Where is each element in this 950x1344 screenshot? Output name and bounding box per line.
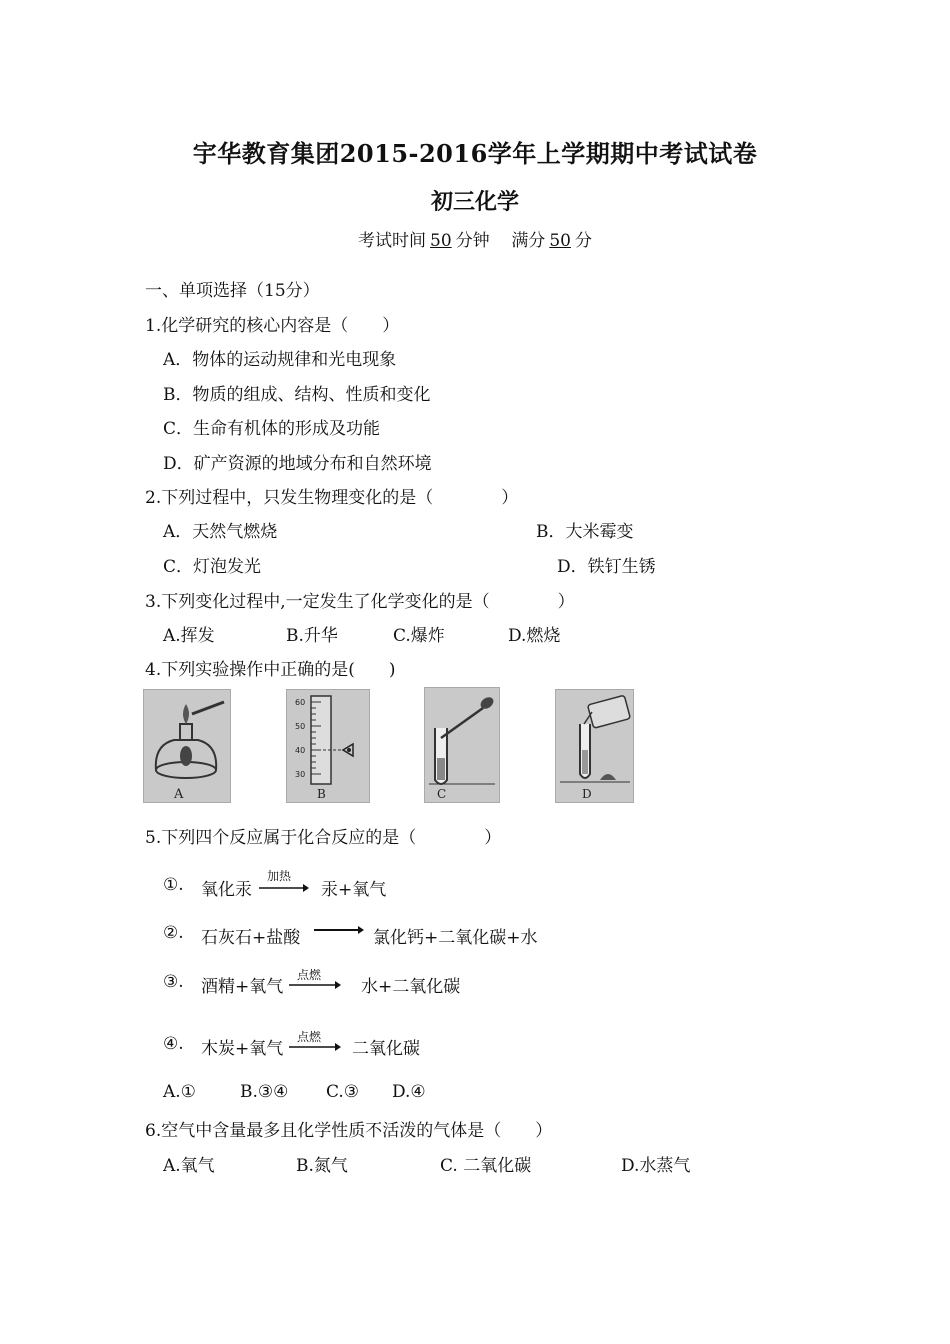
exam-title: 宇华教育集团2015-2016学年上学期期中考试试卷 xyxy=(192,139,758,168)
reaction-3-left: 酒精+氧气 xyxy=(201,977,284,997)
q2-option-c[interactable]: C．灯泡发光 xyxy=(163,557,262,577)
q1-option-d[interactable]: D．矿产资源的地域分布和自然环境 xyxy=(163,454,432,474)
q1-option-b[interactable]: B．物质的组成、结构、性质和变化 xyxy=(163,385,431,405)
reaction-3-condition: 点燃 xyxy=(297,968,322,982)
figure-b-cylinder-reading[interactable] xyxy=(286,689,370,803)
reaction-1-right: 汞+氧气 xyxy=(321,880,387,900)
reaction-4-left: 木炭+氧气 xyxy=(201,1039,284,1059)
figure-d-pouring[interactable] xyxy=(555,689,634,803)
q1-option-c[interactable]: C．生命有机体的形成及功能 xyxy=(163,419,381,439)
reaction-3-num: ③. xyxy=(163,972,184,992)
question-4-stem: 4.下列实验操作中正确的是( ) xyxy=(145,660,396,680)
subject-title: 初三化学 xyxy=(430,189,519,215)
q5-option-b[interactable]: B.③④ xyxy=(240,1082,289,1102)
reaction-3-arrow xyxy=(289,980,341,990)
reaction-1-arrow xyxy=(259,883,309,893)
q5-option-a[interactable]: A.① xyxy=(163,1082,196,1102)
reaction-4-num: ④. xyxy=(163,1034,184,1054)
reaction-4-right: 二氧化碳 xyxy=(352,1039,420,1059)
q2-option-b[interactable]: B．大米霉变 xyxy=(536,522,634,542)
q6-option-a[interactable]: A.氧气 xyxy=(163,1156,215,1176)
figure-d-label: D xyxy=(582,787,592,801)
reaction-3-right: 水+二氧化碳 xyxy=(361,977,461,997)
q5-option-d[interactable]: D.④ xyxy=(392,1082,426,1102)
scale-60: 60 xyxy=(295,698,306,707)
question-6-stem: 6.空气中含量最多且化学性质不活泼的气体是（ ） xyxy=(145,1121,553,1141)
q3-option-b[interactable]: B.升华 xyxy=(286,626,338,646)
scale-50: 50 xyxy=(295,722,306,731)
reaction-2-arrow xyxy=(314,925,364,935)
q2-option-a[interactable]: A．天然气燃烧 xyxy=(163,522,278,542)
reaction-2-left: 石灰石+盐酸 xyxy=(201,928,301,948)
time-value: 50 xyxy=(430,231,452,251)
q6-option-c[interactable]: C. 二氧化碳 xyxy=(440,1156,532,1176)
q6-option-b[interactable]: B.氮气 xyxy=(296,1156,348,1176)
time-unit: 分钟 xyxy=(455,231,490,251)
q3-option-c[interactable]: C.爆炸 xyxy=(393,626,445,646)
q6-option-d[interactable]: D.水蒸气 xyxy=(621,1156,691,1176)
exam-meta xyxy=(0,226,950,251)
q5-option-c[interactable]: C.③ xyxy=(326,1082,360,1102)
reaction-1-condition: 加热 xyxy=(267,869,292,883)
scale-40: 40 xyxy=(295,746,306,755)
section-heading: 一、单项选择（15分） xyxy=(145,281,320,301)
q2-option-d[interactable]: D．铁钉生锈 xyxy=(557,557,656,577)
figure-a-alcohol-lamp[interactable] xyxy=(143,689,231,803)
question-1-stem: 1.化学研究的核心内容是（ ） xyxy=(145,316,400,336)
question-5-stem: 5.下列四个反应属于化合反应的是（ ） xyxy=(145,828,502,848)
scale-30: 30 xyxy=(295,770,306,779)
reaction-4-condition: 点燃 xyxy=(297,1030,322,1044)
reaction-2-right: 氯化钙+二氧化碳+水 xyxy=(373,928,538,948)
score-unit: 分 xyxy=(574,231,592,251)
question-3-stem: 3.下列变化过程中,一定发生了化学变化的是（ ） xyxy=(145,592,575,612)
figure-a-label: A xyxy=(174,787,184,802)
reaction-1-left: 氧化汞 xyxy=(201,880,252,900)
time-label: 考试时间 xyxy=(358,231,427,251)
reaction-2-num: ②. xyxy=(163,923,184,943)
reaction-4-arrow xyxy=(289,1042,341,1052)
q3-option-a[interactable]: A.挥发 xyxy=(163,626,215,646)
figure-c-dropper[interactable] xyxy=(424,687,500,803)
reaction-1-num: ①. xyxy=(163,875,184,895)
figure-b-label: B xyxy=(317,787,326,801)
figure-c-label: C xyxy=(437,787,447,801)
q1-option-a[interactable]: A．物体的运动规律和光电现象 xyxy=(163,350,397,370)
q3-option-d[interactable]: D.燃烧 xyxy=(508,626,561,646)
score-value: 50 xyxy=(549,231,571,251)
question-2-stem: 2.下列过程中，只发生物理变化的是（ ） xyxy=(145,488,519,508)
score-label: 满分 xyxy=(511,231,546,251)
